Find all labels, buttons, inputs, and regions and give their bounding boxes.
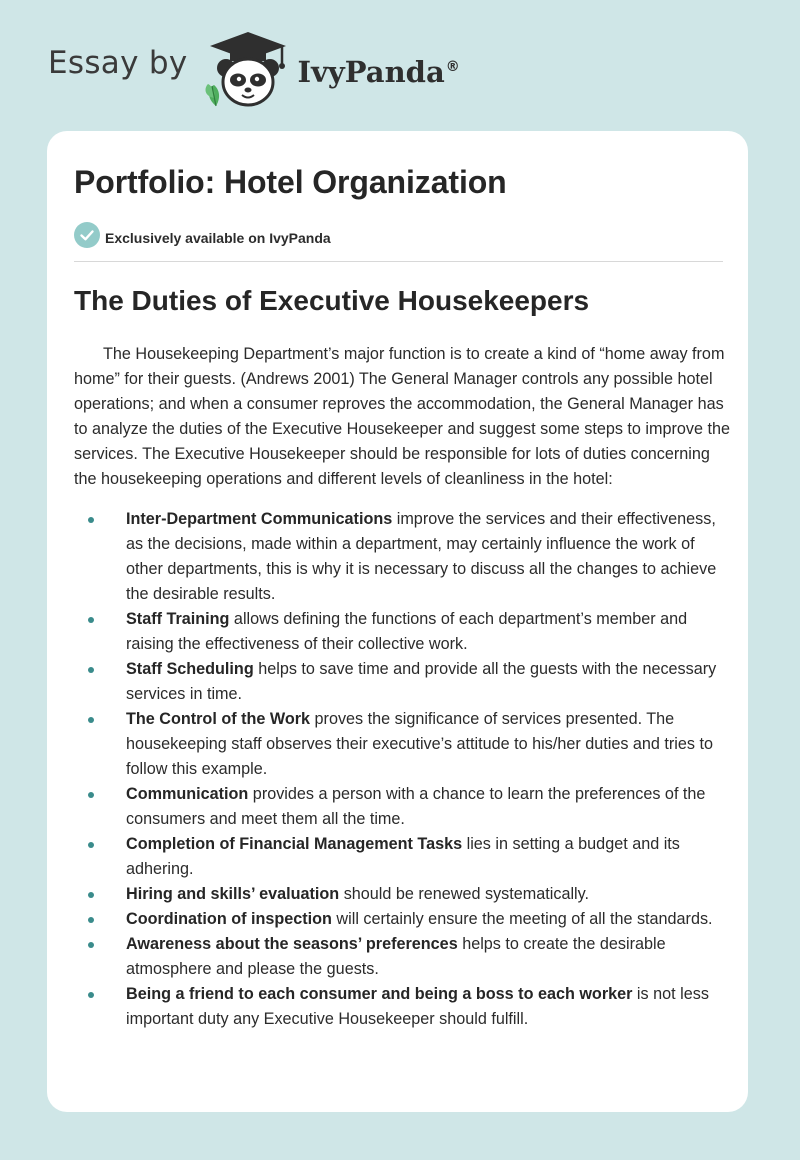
exclusive-badge (74, 222, 331, 253)
duty-term: Completion of Financial Management Tasks (126, 835, 463, 853)
section-heading: The Duties of Executive Housekeepers (74, 285, 590, 316)
brand-name-text: IvyPanda (297, 55, 445, 89)
essay-body (74, 342, 730, 1032)
registered-mark: ® (445, 59, 460, 76)
divider (74, 261, 723, 262)
duty-description: improve the services and their effectiveness, as the decisions, made within a department, may certainly influence the work of other departments, this is why it is necessary to discuss all the changes to achieve the desirable results. (126, 510, 717, 603)
duty-term: Staff Training (126, 610, 230, 628)
duty-description: proves the significance of services presented. The housekeeping staff observes their executive’s attitude to his/her duties and tries to follow this example. (126, 710, 714, 778)
duty-description: helps to save time and provide all the guests with the necessary services in time. (126, 660, 717, 703)
duty-description: helps to create the desirable atmosphere and please the guests. (126, 935, 666, 978)
duty-term: Coordination of inspection (126, 910, 332, 928)
list-item (74, 907, 730, 932)
duties-list (74, 507, 730, 1032)
essay-card (47, 131, 748, 1112)
list-item (74, 932, 730, 982)
list-item (74, 832, 730, 882)
site-header (48, 30, 460, 110)
list-item (74, 657, 730, 707)
duty-description: should be renewed systematically. (339, 885, 590, 903)
brand-prefix: Essay by (48, 45, 188, 81)
list-item (74, 782, 730, 832)
duty-description: provides a person with a chance to learn the preferences of the consumers and meet them all the time. (126, 785, 706, 828)
duty-term: The Control of the Work (126, 710, 311, 728)
list-item (74, 507, 730, 607)
graduation-panda-icon (202, 30, 294, 110)
duty-description: lies in setting a budget and its adhering. (126, 835, 680, 878)
duty-description: will certainly ensure the meeting of all the standards. (331, 910, 713, 928)
duty-term: Staff Scheduling (126, 660, 254, 678)
duty-term: Hiring and skills’ evaluation (126, 885, 340, 903)
intro-paragraph: The Housekeeping Department’s major function is to create a kind of “home away from home” for their guests. (Andrews 2001) The General Manager controls any possible hotel operations; and when a consumer reproves the accommodation, the General Manager has to analyze the duties of the Executive Housekeeper and suggest some steps to improve the services. The Executive Housekeeper should be responsible for lots of duties concerning the housekeeping operations and different levels of cleanliness in the hotel: (74, 345, 730, 488)
check-circle-icon (74, 222, 100, 253)
list-item (74, 707, 730, 782)
duty-description: allows defining the functions of each department’s member and raising the effectiveness of their collective work. (126, 610, 688, 653)
duty-term: Inter-Department Communications (126, 510, 393, 528)
list-item (74, 607, 730, 657)
duty-term: Being a friend to each consumer and being a boss to each worker (126, 985, 633, 1003)
list-item (74, 882, 730, 907)
badge-text: Exclusively available on IvyPanda (105, 229, 331, 246)
brand-name (298, 55, 460, 89)
list-item (74, 982, 730, 1032)
duty-term: Awareness about the seasons’ preferences (126, 935, 458, 953)
page-title: Portfolio: Hotel Organization (74, 164, 507, 200)
duty-term: Communication (126, 785, 249, 803)
duty-description: is not less important duty any Executive Housekeeper should fulfill. (126, 985, 709, 1028)
